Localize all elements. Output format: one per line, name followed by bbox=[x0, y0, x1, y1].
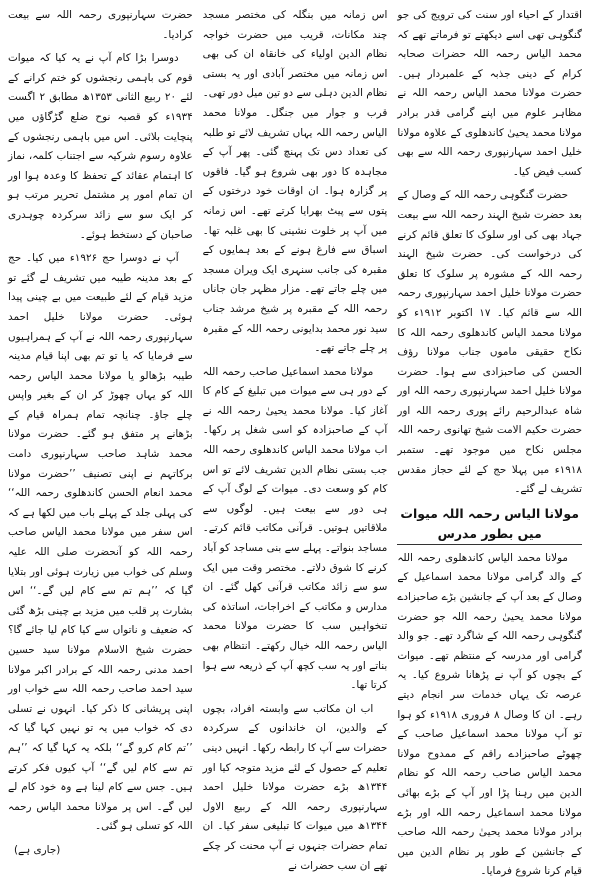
column-right bbox=[397, 6, 583, 878]
text-columns bbox=[7, 6, 583, 878]
column-left bbox=[7, 6, 193, 856]
paragraph: دوسرا بڑا کام آپ نے یہ کیا کہ میوات قوم کی باہمی رنجشوں کو ختم کرانے کے لئے ۲۰ ربیع الثانی ۱۳۵۳ھ مطابق ۲ اگست ۱۹۳۴ء کو قصبہ نوح ضلع گڑگاؤں میں پنچایت بلائی۔ اس میں باہمی رنجشوں کے علاوہ رسوم شرکیہ سے اجتناب کلمہ، نماز کا اہتمام عقائد کے تحفظ کا وعدہ ہوا اور ان تمام امور پر مشتمل تحریر مرتب ہو کر ایک سو سے زائد سرکردہ چوہدری صاحبان کے دستخط ہوئے۔ bbox=[7, 52, 193, 241]
paragraph: اقتدار کے احیاء اور سنت کی ترویج کی جو گنگوہی تھی اسے دیکھتے تو فرماتے تھے کہ محمد الیاس رحمہ اللہ حضرات صحابہ کرام کے دینی جذبہ کے علمبردار ہیں۔ حضرت مولانا محمد الیاس رحمہ اللہ نے مظاہر علوم میں اپنے گرامی قدر برادر مولانا محمد یحییٰ کاندھلوی کے علاوہ مولانا خلیل احمد سہارنپوری رحمہ اللہ سے بھی کسب فیض کیا۔ bbox=[397, 9, 582, 178]
section-heading: مولانا الیاس رحمہ اللہ میوات میں بطور مدرس bbox=[397, 504, 582, 545]
continued-label: (جاری ہے) bbox=[13, 843, 61, 856]
paragraph: اس زمانہ میں بنگلہ کی مختصر مسجد چند مکانات، قریب میں حضرت خواجہ نظام الدین اولیاء کی خانقاہ ان کی بھی اس زمانہ میں مختصر آبادی اور یہ بستی نظام الدین دہلی سے دو تین میل دور تھی۔ قرب و جوار میں جنگل۔ مولانا محمد الیاس رحمہ اللہ یہاں تشریف لائے تو طلبہ کی تعداد دس تک پہنچ گئی۔ پھر آپ کے مجاہدہ کا دور بھی شروع ہو گیا۔ فاقوں پر گزارہ ہوا۔ ان اوقات خود درختوں کے پتوں سے پیٹ بھرایا کرتے تھے۔ اس زمانہ میں آپ پر خلوت نشینی کا بھی غلبہ تھا۔ اسباق سے فارغ ہونے کے بعد ہمایوں کے مقبرہ کی جانب سنہری ایک ویران مسجد میں چلے جاتے تھے۔ مزار مظہر جان جاناں رحمہ اللہ کے مقبرہ پر شیخ مرشد جناب سید نور محمد بدایونی رحمہ اللہ کے مقبرہ پر چلے جاتے تھے۔ bbox=[202, 9, 388, 355]
paragraph: مولانا محمد اسماعیل صاحب رحمہ اللہ کے دور ہی سے میوات میں تبلیغ کے کام کا آغاز کیا۔ مولانا محمد یحییٰ رحمہ اللہ نے آپ کے صاحبزادہ کو اسی شغل پر رکھا۔ اب مولانا محمد الیاس کاندھلوی رحمہ اللہ جب بستی نظام الدین تشریف لائے تو اس کام کو وسعت دی۔ میوات کے لوگ آپ کے ہی دور سے بیعت ہیں۔ لوگوں سے ملاقاتیں ہوتیں۔ قرآنی مکاتب قائم کرتے۔ مساجد بنواتے۔ پہلے سے بنی مساجد کو آباد کرنے کا شوق دلاتے۔ مختصر وقت میں ایک سو سے زائد مکاتب قرآنی کھل گئے۔ ان مدارس و مکاتب کے اخراجات، اساتذہ کی تنخواہیں سب کا حضرت مولانا محمد الیاس رحمہ اللہ خیال رکھتے۔ انتظام بھی بناتے اور یہ سب کچھ آپ کے ذریعہ سے ہوا کرتا تھا۔ bbox=[202, 365, 388, 692]
paragraph: مولانا محمد الیاس کاندھلوی رحمہ اللہ کے والد گرامی مولانا محمد اسماعیل کے وصال کے بعد آپ کے جانشین بڑے صاحبزادے مولانا محمد یحییٰ رحمہ اللہ جو حضرت گنگوہی رحمہ اللہ کے شاگرد تھے۔ جو والد گرامی اور مدرسہ کے منتظم تھے۔ میوات کے بچوں کو آپ نے پڑھانا شروع کیا۔ یہ عرصہ تک یہاں خدمات سر انجام دیتے رہے۔ ان کا وصال ۸ فروری ۱۹۱۸ء کو ہوا تو آپ مولانا محمد اسماعیل صاحب کے چھوٹے صاحبزادے راقم کے ممدوح مولانا محمد الیاس صاحب رحمہ اللہ کو نظام الدین میں رہنا پڑا اور آپ کے بڑے بھائی مولانا محمد اسماعیل رحمہ اللہ اور بڑے برادر مولانا محمد یحییٰ رحمہ اللہ صاحب کے جانشین کے طور پر نظام الدین میں قیام کرنا شروع فرمایا۔ bbox=[397, 551, 583, 878]
paragraph: حضرت گنگوہی رحمہ اللہ کے وصال کے بعد حضرت شیخ الہند رحمہ اللہ سے بیعت جہاد بھی کی اور سلوک کا تعلق قائم کرنے کی درخواست کی۔ حضرت شیخ الہند رحمہ اللہ کے مشورہ پر سلوک کا تعلق حضرت مولانا خلیل احمد سہارنپوری رحمہ اللہ سے قائم کیا۔ ۱۷ اکتوبر ۱۹۱۲ء کو مولانا محمد الیاس کاندھلوی رحمہ اللہ کا نکاح حقیقی ماموں جناب مولانا رؤف الحسن کی صاحبزادی سے ہوا۔ حضرت مولانا خلیل احمد سہارنپوری رحمہ اللہ اور شاہ عبدالرحیم رائے پوری رحمہ اللہ اور حضرت حکیم الامت شیخ تھانوی رحمہ اللہ مجلس نکاح میں موجود تھے۔ ستمبر ۱۹۱۸ء میں پہلا حج کے لئے حجاز مقدس تشریف لے گئے۔ bbox=[397, 189, 582, 496]
paragraph: آپ نے دوسرا حج ۱۹۲۶ء میں کیا۔ حج کے بعد مدینہ طیبہ میں تشریف لے گئے تو مزید قیام کے لئے طبیعت میں بے چینی پیدا ہوئی۔ حضرت مولانا خلیل احمد سہارنپوری رحمہ اللہ نے آپ کے ہمراہیوں سے فرمایا کہ یا تو تم بھی اپنا قیام مدینہ طیبہ بڑھالو یا مولانا محمد الیاس رحمہ اللہ کو یہاں چھوڑ کر ان کے بغیر واپس چلے جاؤ۔ چنانچہ تمام ہمراہ قیام کے بڑھانے پر متفق ہو گئے۔ حضرت مولانا محمد شاہد صاحب سہارنپوری دامت برکاتہم نے اپنی تصنیف ’’حضرت مولانا محمد انعام الحسن کاندھلوی رحمہ اللہ‘‘ کی پہلی جلد کے پہلے باب میں لکھا ہے کہ اس سفر میں مولانا محمد الیاس صاحب رحمہ اللہ کو آنحضرت صلی اللہ علیہ وسلم کی خواب میں زیارت ہوئی اور بتلایا گیا کہ ’’ہم تم سے کام لیں گے۔‘‘ اس بشارت پر قلب میں مزید بے چینی بڑھ گئی کہ ضعیف و ناتواں سے کیا کام لیا جائے گا؟ حضرت شیخ الاسلام مولانا سید حسین احمد مدنی رحمہ اللہ کے برادر اکبر مولانا سید احمد صاحب رحمہ اللہ سے خواب اور اپنی پریشانی کا ذکر کیا۔ انہوں نے تسلی دی کہ خواب میں یہ تو نہیں کہا گیا کہ ’’تم کام کرو گے‘‘ بلکہ یہ کہا گیا کہ ’’ہم تم سے کام لیں گے‘‘ آپ کیوں فکر کرتے ہیں۔ جس سے کام لینا ہے وہ خود کام لے لیں گے۔ اس پر مولانا محمد الیاس رحمہ اللہ کو تسلی ہو گئی۔ bbox=[7, 252, 193, 833]
column-middle bbox=[202, 6, 388, 872]
paragraph: اب ان مکاتب سے وابستہ افراد، بچوں کے والدین، ان خاندانوں کے سرکردہ حضرات سے آپ کا رابطہ رکھا۔ انہیں دینی تعلیم کے حصول کے لئے مزید متوجہ کیا اور ۱۳۴۴ھ بڑے حضرت مولانا خلیل احمد سہارنپوری رحمہ اللہ کے ربیع الاول ۱۳۴۴ھ میں میوات کا تبلیغی سفر کیا۔ ان تمام حضرات جنہوں نے آپ محنت کر چکے تھے ان سب حضرات نے bbox=[202, 702, 388, 872]
paragraph: حضرت سہارنپوری رحمہ اللہ سے بیعت کرادیا۔ bbox=[7, 9, 193, 41]
